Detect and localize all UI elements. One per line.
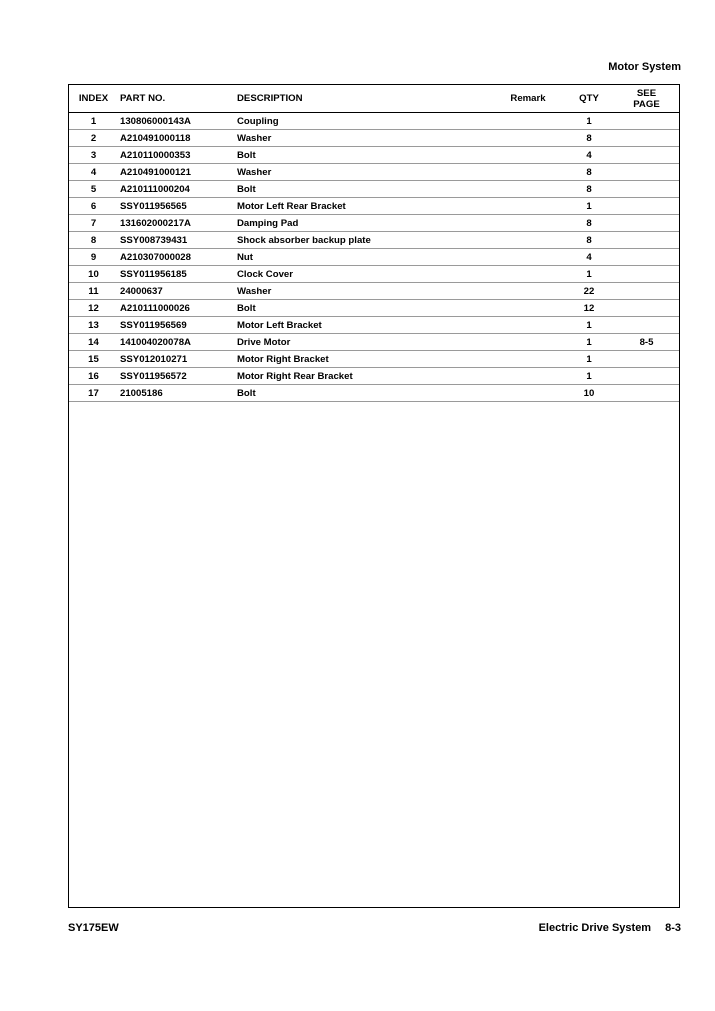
cell-part-no: SSY012010271 bbox=[118, 351, 237, 368]
cell-description: Motor Right Rear Bracket bbox=[237, 368, 492, 385]
cell-remark bbox=[492, 300, 564, 317]
cell-see-page bbox=[614, 130, 679, 147]
cell-qty: 1 bbox=[564, 266, 614, 283]
cell-index: 10 bbox=[69, 266, 118, 283]
table-row bbox=[69, 232, 679, 249]
cell-index: 4 bbox=[69, 164, 118, 181]
table-row bbox=[69, 215, 679, 232]
cell-description: Bolt bbox=[237, 385, 492, 402]
cell-qty: 10 bbox=[564, 385, 614, 402]
cell-qty: 4 bbox=[564, 249, 614, 266]
table-row bbox=[69, 351, 679, 368]
cell-qty: 8 bbox=[564, 232, 614, 249]
table-row bbox=[69, 130, 679, 147]
cell-part-no: A210307000028 bbox=[118, 249, 237, 266]
page-label: PAGE bbox=[633, 98, 660, 110]
table-row bbox=[69, 266, 679, 283]
cell-qty: 1 bbox=[564, 198, 614, 215]
cell-index: 8 bbox=[69, 232, 118, 249]
cell-see-page bbox=[614, 181, 679, 198]
cell-qty: 12 bbox=[564, 300, 614, 317]
cell-part-no: A210111000026 bbox=[118, 300, 237, 317]
parts-table bbox=[69, 85, 679, 402]
cell-description: Bolt bbox=[237, 300, 492, 317]
cell-remark bbox=[492, 164, 564, 181]
cell-see-page bbox=[614, 283, 679, 300]
cell-index: 9 bbox=[69, 249, 118, 266]
table-row bbox=[69, 181, 679, 198]
cell-description: Damping Pad bbox=[237, 215, 492, 232]
cell-part-no: SSY011956185 bbox=[118, 266, 237, 283]
cell-remark bbox=[492, 317, 564, 334]
cell-see-page bbox=[614, 266, 679, 283]
table-row bbox=[69, 113, 679, 130]
cell-qty: 1 bbox=[564, 113, 614, 130]
cell-see-page bbox=[614, 147, 679, 164]
cell-index: 12 bbox=[69, 300, 118, 317]
footer-chapter: Electric Drive System bbox=[538, 922, 652, 934]
cell-part-no: 141004020078A bbox=[118, 334, 237, 351]
cell-index: 7 bbox=[69, 215, 118, 232]
cell-remark bbox=[492, 266, 564, 283]
cell-qty: 1 bbox=[564, 351, 614, 368]
cell-index: 1 bbox=[69, 113, 118, 130]
cell-remark bbox=[492, 181, 564, 198]
cell-description: Washer bbox=[237, 164, 492, 181]
cell-qty: 22 bbox=[564, 283, 614, 300]
cell-see-page bbox=[614, 385, 679, 402]
cell-see-page bbox=[614, 300, 679, 317]
cell-part-no: SSY008739431 bbox=[118, 232, 237, 249]
column-header-qty: QTY bbox=[564, 85, 614, 113]
cell-remark bbox=[492, 334, 564, 351]
cell-see-page bbox=[614, 232, 679, 249]
cell-description: Clock Cover bbox=[237, 266, 492, 283]
table-row bbox=[69, 283, 679, 300]
cell-qty: 4 bbox=[564, 147, 614, 164]
table-header-row bbox=[69, 85, 679, 113]
table-row bbox=[69, 385, 679, 402]
cell-part-no: A210491000121 bbox=[118, 164, 237, 181]
cell-remark bbox=[492, 113, 564, 130]
cell-description: Bolt bbox=[237, 147, 492, 164]
cell-qty: 8 bbox=[564, 181, 614, 198]
cell-part-no: 21005186 bbox=[118, 385, 237, 402]
cell-part-no: SSY011956572 bbox=[118, 368, 237, 385]
cell-see-page bbox=[614, 198, 679, 215]
cell-remark bbox=[492, 385, 564, 402]
cell-part-no: SSY011956569 bbox=[118, 317, 237, 334]
cell-description: Washer bbox=[237, 130, 492, 147]
cell-qty: 8 bbox=[564, 130, 614, 147]
cell-description: Motor Left Rear Bracket bbox=[237, 198, 492, 215]
see-label: SEE bbox=[636, 87, 657, 99]
table-row bbox=[69, 317, 679, 334]
cell-qty: 8 bbox=[564, 215, 614, 232]
cell-index: 11 bbox=[69, 283, 118, 300]
cell-see-page bbox=[614, 164, 679, 181]
table-row bbox=[69, 300, 679, 317]
cell-qty: 8 bbox=[564, 164, 614, 181]
table-row bbox=[69, 249, 679, 266]
cell-index: 17 bbox=[69, 385, 118, 402]
column-header-index: INDEX bbox=[69, 85, 118, 113]
cell-remark bbox=[492, 147, 564, 164]
cell-description: Drive Motor bbox=[237, 334, 492, 351]
cell-description: Motor Right Bracket bbox=[237, 351, 492, 368]
cell-see-page bbox=[614, 368, 679, 385]
cell-index: 15 bbox=[69, 351, 118, 368]
cell-part-no: SSY011956565 bbox=[118, 198, 237, 215]
cell-part-no: 131602000217A bbox=[118, 215, 237, 232]
table-row bbox=[69, 334, 679, 351]
cell-index: 5 bbox=[69, 181, 118, 198]
cell-description: Washer bbox=[237, 283, 492, 300]
footer-page-number: 8-3 bbox=[665, 922, 681, 934]
table-row bbox=[69, 368, 679, 385]
parts-list-frame bbox=[68, 84, 680, 908]
cell-part-no: 130806000143A bbox=[118, 113, 237, 130]
cell-remark bbox=[492, 198, 564, 215]
footer-chapter-page bbox=[539, 922, 681, 934]
cell-description: Motor Left Bracket bbox=[237, 317, 492, 334]
cell-index: 2 bbox=[69, 130, 118, 147]
cell-qty: 1 bbox=[564, 334, 614, 351]
cell-remark bbox=[492, 130, 564, 147]
cell-description: Coupling bbox=[237, 113, 492, 130]
table-row bbox=[69, 164, 679, 181]
cell-remark bbox=[492, 232, 564, 249]
cell-see-page bbox=[614, 215, 679, 232]
cell-remark bbox=[492, 283, 564, 300]
cell-qty: 1 bbox=[564, 368, 614, 385]
column-header-remark: Remark bbox=[492, 85, 564, 113]
cell-qty: 1 bbox=[564, 317, 614, 334]
cell-see-page bbox=[614, 351, 679, 368]
cell-remark bbox=[492, 351, 564, 368]
cell-see-page bbox=[614, 317, 679, 334]
cell-see-page bbox=[614, 113, 679, 130]
cell-remark bbox=[492, 215, 564, 232]
cell-index: 6 bbox=[69, 198, 118, 215]
cell-index: 3 bbox=[69, 147, 118, 164]
cell-remark bbox=[492, 249, 564, 266]
cell-index: 16 bbox=[69, 368, 118, 385]
cell-see-page: 8-5 bbox=[614, 334, 679, 351]
cell-part-no: 24000637 bbox=[118, 283, 237, 300]
cell-description: Nut bbox=[237, 249, 492, 266]
column-header-part-no: PART NO. bbox=[118, 85, 237, 113]
cell-index: 14 bbox=[69, 334, 118, 351]
cell-remark bbox=[492, 368, 564, 385]
parts-table-body bbox=[69, 113, 679, 402]
column-header-description: DESCRIPTION bbox=[237, 85, 492, 113]
table-row bbox=[69, 198, 679, 215]
cell-part-no: A210111000204 bbox=[118, 181, 237, 198]
column-header-see-page bbox=[614, 85, 679, 113]
table-row bbox=[69, 147, 679, 164]
cell-description: Shock absorber backup plate bbox=[237, 232, 492, 249]
section-title: Motor System bbox=[608, 61, 681, 73]
cell-part-no: A210110000353 bbox=[118, 147, 237, 164]
footer-model: SY175EW bbox=[68, 922, 119, 934]
cell-description: Bolt bbox=[237, 181, 492, 198]
cell-see-page bbox=[614, 249, 679, 266]
cell-index: 13 bbox=[69, 317, 118, 334]
cell-part-no: A210491000118 bbox=[118, 130, 237, 147]
